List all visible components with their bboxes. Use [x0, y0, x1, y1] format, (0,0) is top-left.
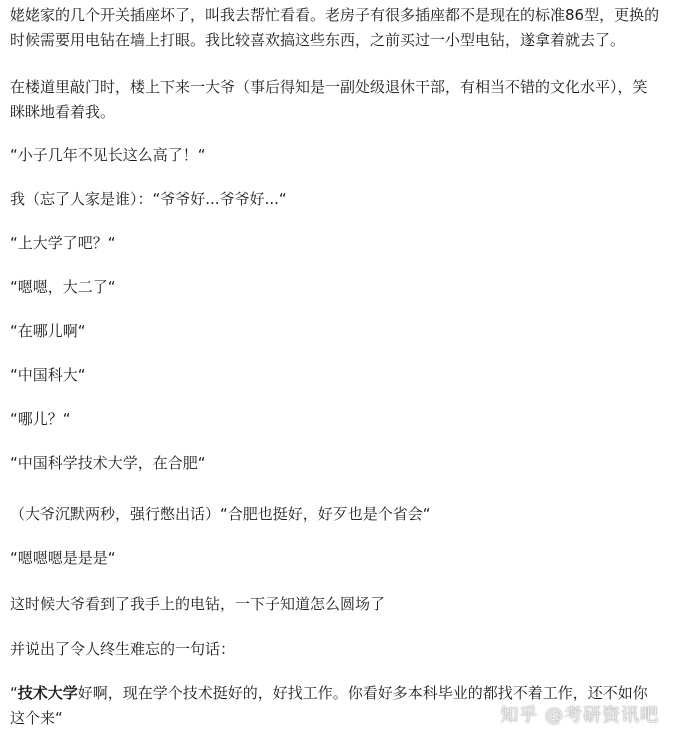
dialogue-line-8: “中国科学技术大学，在合肥“ — [10, 454, 206, 472]
dialogue-line-6: “中国科大“ — [10, 366, 86, 384]
dialogue-line-9: （大爷沉默两秒，强行憋出话）“合肥也挺好，好歹也是个省会“ — [10, 505, 431, 523]
narration-line-12: 并说出了令人终生难忘的一句话： — [10, 640, 236, 658]
dialogue-line-4: “嗯嗯，大二了“ — [10, 278, 116, 296]
narration-line-11: 这时候大爷看到了我手上的电钻，一下子知道怎么圆场了 — [10, 595, 386, 613]
dialogue-line-7: “哪儿？“ — [10, 410, 71, 428]
dialogue-line-5: “在哪儿啊“ — [10, 322, 86, 340]
zhihu-watermark: 知乎 @考研资讯吧 — [500, 705, 659, 726]
paragraph-intro: 姥姥家的几个开关插座坏了，叫我去帮忙看看。老房子有很多插座都不是现在的标准86型，更换的时候需要用电钻在墙上打眼。我比较喜欢搞这些东西，之前买过一小型电钻，遂拿着就去了。 — [10, 6, 660, 49]
final-quote-open: “ — [10, 684, 18, 702]
final-quote-rest: 好啊，现在学个技术挺好的，好找工作。你看好多本科毕业的都找不着工作，还不如你这个来“ — [10, 684, 648, 727]
dialogue-line-1: “小子几年不见长这么高了！“ — [10, 146, 206, 164]
dialogue-line-2: 我（忘了人家是谁）：“爷爷好...爷爷好...“ — [10, 190, 287, 208]
bold-emphasis: 技术大学 — [17, 684, 78, 702]
dialogue-line-3: “上大学了吧？“ — [10, 234, 116, 252]
dialogue-line-10: “嗯嗯嗯是是是“ — [10, 549, 116, 567]
paragraph-meet: 在楼道里敲门时，楼上下来一大爷（事后得知是一副处级退休干部，有相当不错的文化水平），笑眯眯地看着我。 — [10, 78, 648, 121]
